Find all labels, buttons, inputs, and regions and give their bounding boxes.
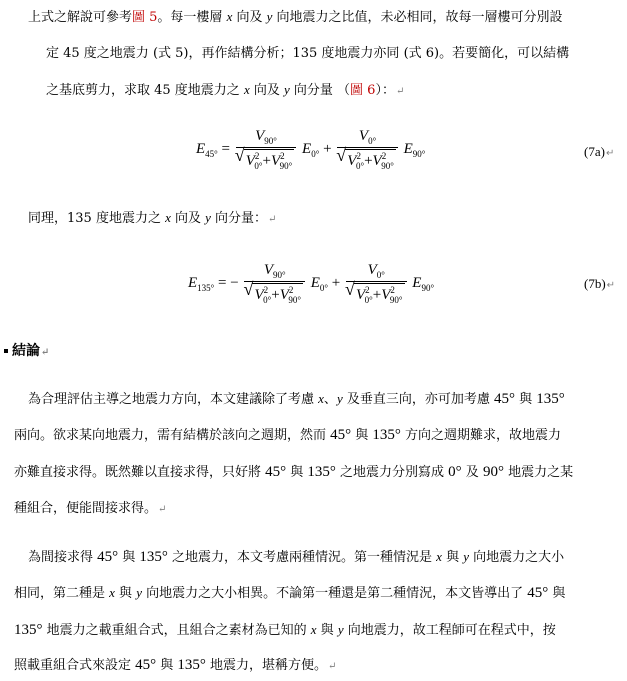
text: 為合理評估主導之地震力方向，本文建議除了考慮 — [28, 392, 319, 407]
sub: 90° — [279, 161, 293, 171]
sqrt-icon — [244, 149, 295, 171]
para4-line3 — [14, 621, 556, 639]
para1-line1 — [28, 8, 563, 26]
text: 向地震力，故工程師可在程式中，按 — [343, 623, 556, 638]
text: 與 — [316, 623, 338, 638]
sup: 2 — [280, 151, 285, 161]
angle: 135° — [14, 622, 43, 638]
text: 向地震力之比值，未必相同，故每一層樓可分別設 — [272, 10, 563, 25]
sub: 0° — [376, 270, 385, 280]
angle: 135° — [372, 427, 401, 443]
text: 與 — [514, 392, 537, 407]
text: 向分量： — [210, 211, 268, 226]
text: 上式之解說可參考 — [28, 10, 133, 25]
text: 、 — [323, 392, 337, 407]
para4-line2 — [14, 584, 565, 602]
sup: 2 — [254, 151, 260, 161]
text: 地震力，堪稱方便。 — [205, 658, 328, 673]
eq-lhs: E — [188, 274, 198, 291]
text: 為間接求得 — [28, 550, 98, 565]
eq-lhs: E — [196, 140, 206, 157]
sqrt-icon — [345, 149, 396, 171]
var-y: y — [205, 210, 211, 225]
text: 與 — [441, 550, 464, 565]
eq-lhs-sub: 45° — [205, 148, 218, 159]
sqrt-icon — [252, 283, 303, 305]
sup: 2 — [365, 285, 370, 295]
sub: 90° — [381, 161, 394, 171]
figure-ref-link[interactable]: 圖 5 — [132, 10, 158, 25]
den-v: V — [381, 287, 391, 303]
text: 亦難直接求得。既然難以直接求得，只好將 — [14, 465, 266, 480]
text: 種組合，便能間接求得。 — [14, 501, 158, 516]
sup: 2 — [381, 151, 387, 161]
sub: 90° — [288, 295, 301, 305]
text: 與 — [286, 465, 308, 480]
var-x: x — [226, 9, 233, 24]
equation-7a — [196, 128, 425, 171]
text: 及 — [461, 465, 483, 480]
angle: 0° — [448, 464, 462, 480]
angle: 45° — [330, 427, 352, 443]
e-term: E — [310, 274, 320, 291]
text: 地震力之載重組合式，且組合之素材為已知的 — [42, 623, 311, 638]
eq-sign: = — [221, 140, 230, 157]
var-x: x — [165, 210, 171, 225]
plus: + — [364, 153, 373, 169]
var-y: y — [337, 622, 344, 637]
section-heading — [4, 340, 49, 360]
eq-sign: = − — [218, 274, 239, 291]
var-x: x — [109, 585, 115, 600]
text: 向及 — [170, 211, 206, 226]
angle: 135° — [307, 464, 336, 480]
sup: 2 — [356, 151, 361, 161]
sub: 0° — [368, 136, 377, 146]
text: 向及 — [249, 83, 284, 98]
text: 向地震力之大小 — [469, 550, 565, 565]
sup: 2 — [390, 285, 395, 295]
heading-bullet-icon — [4, 349, 8, 353]
sqrt-icon — [354, 283, 405, 305]
e-term: E — [412, 274, 422, 291]
para4-line4 — [14, 657, 336, 675]
fraction-1 — [244, 262, 305, 305]
text: 與 — [118, 550, 140, 565]
den-v: V — [254, 287, 264, 303]
plus: + — [331, 274, 341, 291]
den-v: V — [279, 287, 289, 303]
text: 與 — [351, 428, 373, 443]
sup: 2 — [263, 285, 269, 295]
angle: 45° — [135, 657, 157, 673]
equation-number-7a — [584, 144, 614, 160]
text: 與 — [114, 586, 137, 601]
var-y: y — [463, 549, 469, 564]
text: 與 — [156, 658, 178, 673]
para3-line3 — [14, 464, 573, 481]
num-v: V — [255, 128, 265, 144]
paragraph-mark-icon: ↵ — [395, 86, 405, 97]
fraction-2 — [346, 262, 407, 305]
eq-number: (7a) — [584, 144, 605, 159]
paragraph-mark-icon: ↵ — [268, 214, 277, 225]
text: 相同，第二種是 — [14, 586, 110, 601]
para1-line2 — [46, 45, 569, 62]
paragraph-mark-icon: ↵ — [606, 280, 616, 291]
heading-text: 結論 — [12, 343, 40, 359]
eq-lhs-sub: 135° — [197, 282, 215, 293]
sub: 90° — [389, 295, 403, 305]
plus: + — [262, 153, 271, 169]
paragraph-mark-icon: ↵ — [328, 661, 337, 672]
sub: 0° — [263, 295, 272, 305]
text: 方向之週期難求，故地震力 — [400, 428, 562, 443]
den-v: V — [372, 153, 382, 169]
num-v: V — [263, 262, 273, 278]
text: ）： — [375, 83, 395, 98]
paragraph-mark-icon: ↵ — [41, 347, 50, 358]
sub: 0° — [311, 148, 320, 159]
var-x: x — [318, 391, 324, 406]
equation-number-7b — [584, 276, 615, 292]
var-y: y — [336, 391, 343, 406]
text: 之地震力，本文考慮兩種情況。第一種情況是 — [167, 550, 437, 565]
para3-line1 — [28, 390, 565, 408]
den-v: V — [347, 153, 357, 169]
var-y: y — [284, 82, 290, 97]
var-y: y — [136, 585, 142, 600]
fraction-1 — [236, 128, 297, 171]
angle: 45° — [493, 391, 515, 407]
text: 之基底剪力，求取 45 度地震力之 — [46, 83, 244, 98]
den-v: V — [245, 153, 255, 169]
plus: + — [372, 287, 382, 303]
text: 向地震力之大小相異。不論第一種還是第二種情況，本文皆導出了 — [141, 586, 528, 601]
text: 向分量 （ — [289, 83, 351, 98]
text: 照載重組合式來設定 — [14, 658, 136, 673]
equation-7b — [188, 262, 434, 305]
var-x: x — [310, 622, 317, 637]
angle: 135° — [536, 391, 565, 407]
e-term: E — [403, 140, 413, 157]
den-v: V — [355, 287, 366, 303]
angle: 45° — [265, 464, 287, 480]
den-v: V — [271, 153, 281, 169]
text: 及垂直三向，亦可加考慮 — [342, 392, 494, 407]
sub: 0° — [254, 161, 263, 171]
num-v: V — [367, 262, 377, 278]
para4-line1 — [28, 548, 564, 566]
para1-line3 — [46, 81, 404, 100]
var-x: x — [436, 549, 442, 564]
fraction-2 — [337, 128, 398, 171]
figure-ref-link[interactable]: 圖 6 — [350, 83, 376, 98]
var-x: x — [243, 82, 250, 97]
angle: 135° — [177, 657, 206, 673]
para3-line2 — [14, 427, 561, 444]
sub: 0° — [319, 282, 329, 293]
angle: 45° — [97, 549, 119, 565]
text: 同理，135 度地震力之 — [28, 211, 166, 226]
plus: + — [271, 287, 280, 303]
sub: 0° — [355, 161, 365, 171]
text: 與 — [548, 586, 566, 601]
text: 地震力之某 — [503, 465, 574, 480]
text: 向及 — [232, 10, 267, 25]
sub: 90° — [412, 148, 426, 159]
plus: + — [323, 140, 332, 157]
eq-number: (7b) — [584, 276, 606, 291]
sub: 90° — [421, 282, 435, 293]
num-sub: 90° — [264, 136, 277, 146]
angle: 90° — [482, 464, 504, 480]
para3-line4 — [14, 500, 166, 518]
angle: 45° — [527, 585, 549, 601]
text: 兩向。欲求某向地震力，需有結構於該向之週期，然而 — [14, 428, 331, 443]
paragraph-mark-icon: ↵ — [158, 504, 167, 515]
para2-line — [28, 209, 276, 228]
paragraph-mark-icon: ↵ — [605, 148, 615, 159]
text: 之地震力分別寫成 — [335, 465, 449, 480]
angle: 135° — [139, 549, 168, 565]
var-y: y — [266, 9, 273, 24]
num-v: V — [358, 128, 369, 144]
text: 定 45 度之地震力 (式 5)，再作結構分析；135 度地震力亦同 (式 6)。若要簡化，可以結構 — [46, 46, 570, 61]
e-term: E — [302, 140, 312, 157]
text: 。每一樓層 — [157, 10, 227, 25]
sub: 0° — [364, 295, 373, 305]
sub: 90° — [273, 270, 286, 280]
sup: 2 — [288, 285, 294, 295]
